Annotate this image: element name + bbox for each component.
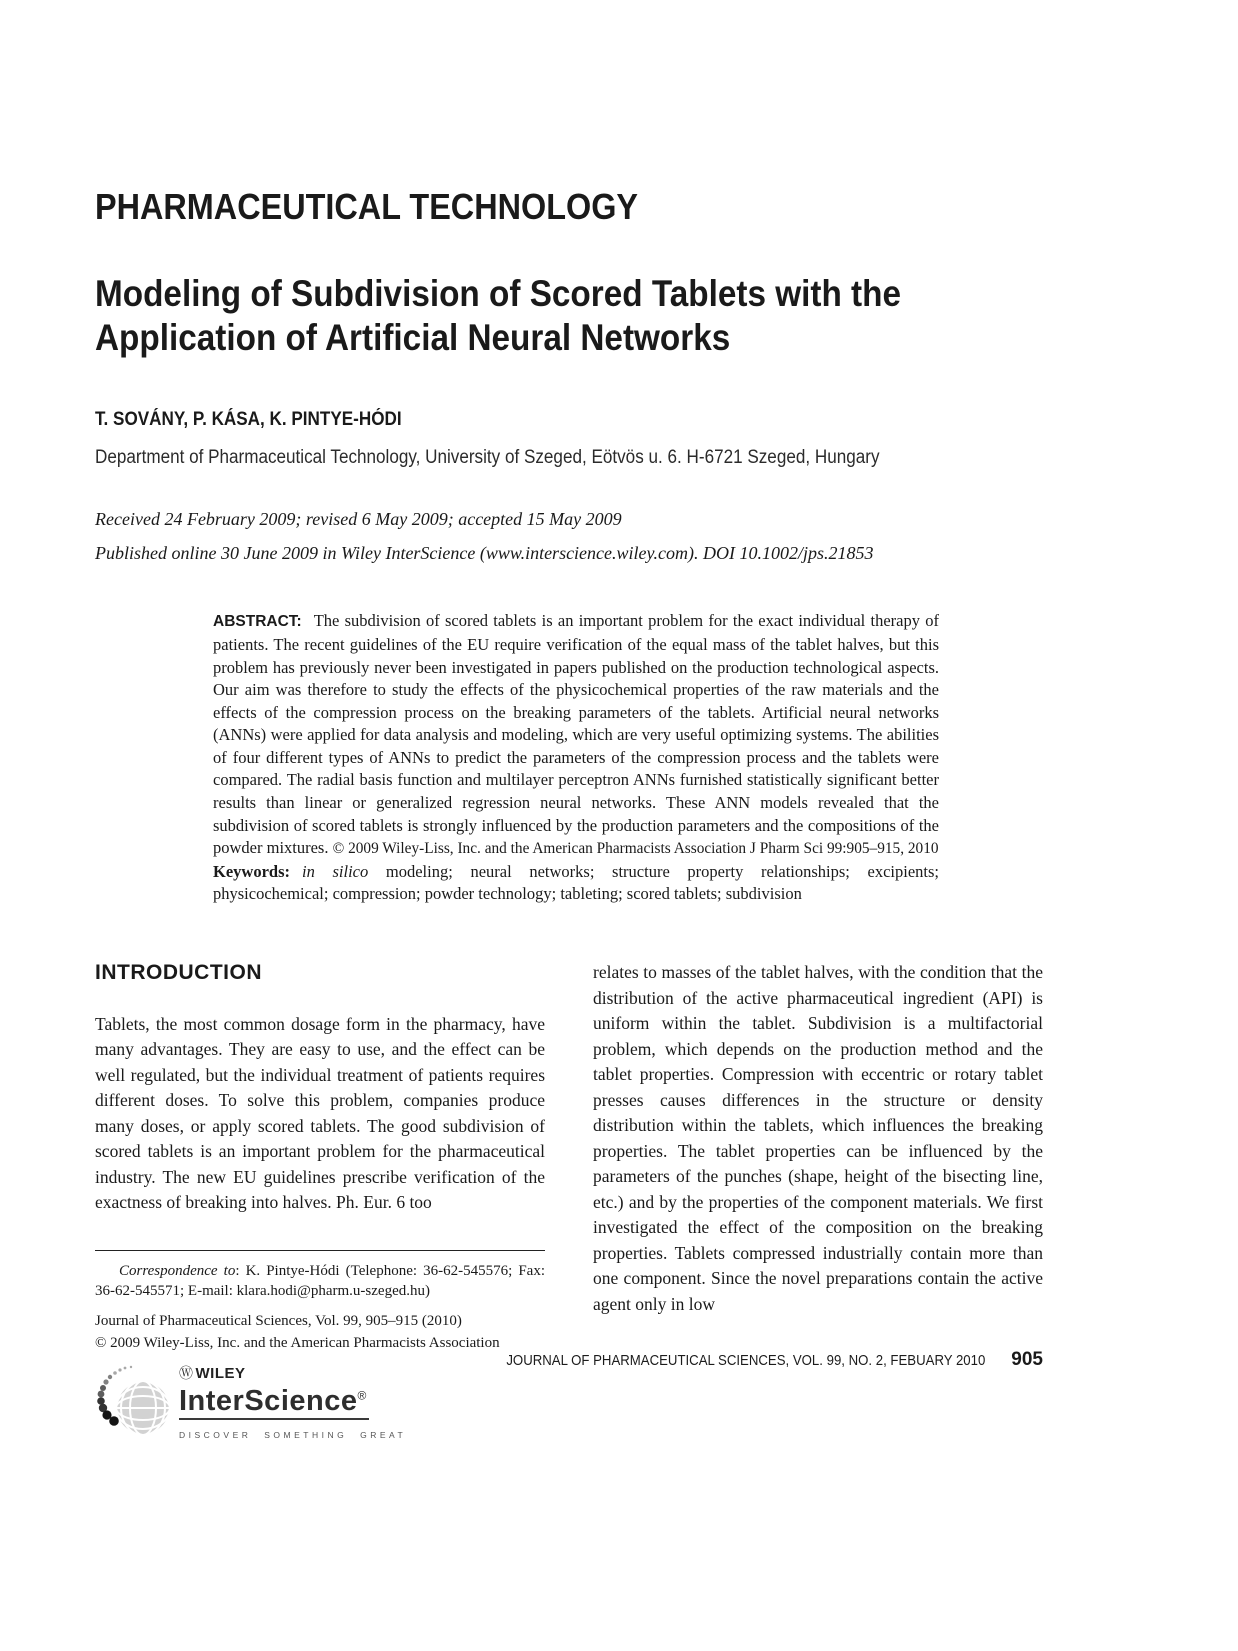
wiley-wordmark [179,1361,406,1387]
abstract-block [213,610,939,906]
affiliation: Department of Pharmaceutical Technology, University of Szeged, Eötvös u. 6. H-6721 Szeged, Hungary [95,447,880,469]
abstract-paragraph [213,610,939,861]
two-column-body [95,960,1043,1448]
section-label: PHARMACEUTICAL TECHNOLOGY [95,186,639,227]
interscience-label: InterScience [179,1385,358,1418]
wiley-colophon-icon: Ⓦ [179,1364,194,1381]
right-column [506,960,1043,1448]
keywords-paragraph [213,861,939,906]
page-number: 905 [1011,1349,1043,1371]
article-title: Modeling of Subdivision of Scored Tablets with the Application of Artificial Neural Networks [95,273,902,358]
logo-tagline: DISCOVER SOMETHING GREAT [179,1429,407,1440]
registered-mark: ® [357,1388,367,1403]
footnote-block [95,1250,545,1353]
correspondence-note [95,1261,545,1301]
page-content [95,0,1043,1448]
published-line: Published online 30 June 2009 in Wiley InterScience (www.interscience.wiley.com). DOI 10.1002/jps.21853 [95,543,874,564]
keywords-text: modeling; neural networks; structure property relationships; excipients; physicochemical; compression; powder technology; tableting; scored tablets; subdivision [213,861,939,904]
intro-right-paragraph: relates to masses of the tablet halves, with the condition that the distribution of the active pharmaceutical ingredient (API) is uniform within the tablet. Subdivision is a multifactorial problem, which depends on the production method and the tablet properties. Compression with eccentric or rotary tablet presses causes differences in the structure or density distribution within the tablets, which influences the breaking properties. The tablet properties can be influenced by the parameters of the punches (shape, height of the bisecting line, etc.) and by the properties of the component materials. We first investigated the effect of the composition on the breaking properties. Tablets compressed industrially contain more than one component. Since the novel preparations contain the active agent only in low [593,962,1043,1314]
interscience-wordmark [179,1386,369,1419]
globe-icon [95,1361,175,1449]
correspondence-details: : K. Pintye-Hódi (Telephone: 36-62-545576; Fax: 36-62-545571; E-mail: klara.hodi@pharm.u-szeged.hu) [95,1262,545,1299]
keywords-label: Keywords: [213,861,290,881]
abstract-label: ABSTRACT: [213,613,302,631]
copyright-info: © 2009 Wiley-Liss, Inc. and the American Pharmacists Association [95,1334,500,1351]
wiley-interscience-logo [95,1361,545,1449]
left-column [95,960,545,1448]
keywords-italic-term: in silico [302,861,369,881]
introduction-heading: INTRODUCTION [95,961,262,985]
logo-text [179,1361,406,1448]
footer-journal-line: JOURNAL OF PHARMACEUTICAL SCIENCES, VOL. 99, NO. 2, FEBUARY 2010 [506,1352,986,1370]
abstract-body: The subdivision of scored tablets is an important problem for the exact individual therapy of patients. The recent guidelines of the EU require verification of the equal mass of the tablet halves, but this problem has previously never been investigated in papers published on the production technological aspects. Our aim was therefore to study the effects of the physicochemical properties of the raw materials and the effects of the compression process on the breaking parameters of the tablets. Artificial neural networks (ANNs) were applied for data analysis and modeling, which are very useful optimizing systems. The abilities of four different types of ANNs to predict the parameters of the compression process and the tablets were compared. The radial basis function and multilayer perceptron ANNs furnished statistically significant better results than linear or generalized regression neural networks. These ANN models revealed that the subdivision of scored tablets is strongly influenced by the production parameters and the compositions of the powder mixtures. [213,611,939,858]
journal-info: Journal of Pharmaceutical Sciences, Vol. 99, 905–915 (2010) [95,1312,462,1329]
received-line: Received 24 February 2009; revised 6 May 2009; accepted 15 May 2009 [95,509,622,530]
abstract-copyright: © 2009 Wiley-Liss, Inc. and the American Pharmacists Association J Pharm Sci 99:905–915, 2010 [332,840,939,858]
intro-left-paragraph: Tablets, the most common dosage form in the pharmacy, have many advantages. They are easy to use, and the effect can be well regulated, but the individual treatment of patients requires different doses. To solve this problem, companies produce many doses, or apply scored tablets. The good subdivision of scored tablets is an important problem for the pharmaceutical industry. The new EU guidelines prescribe verification of the exactness of breaking into halves. Ph. Eur. 6 too [95,1013,545,1213]
authors: T. SOVÁNY, P. KÁSA, K. PINTYE-HÓDI [95,409,402,431]
page-footer [506,1347,1043,1374]
wiley-label: WILEY [195,1364,246,1382]
correspondence-label: Correspondence to [119,1262,236,1279]
